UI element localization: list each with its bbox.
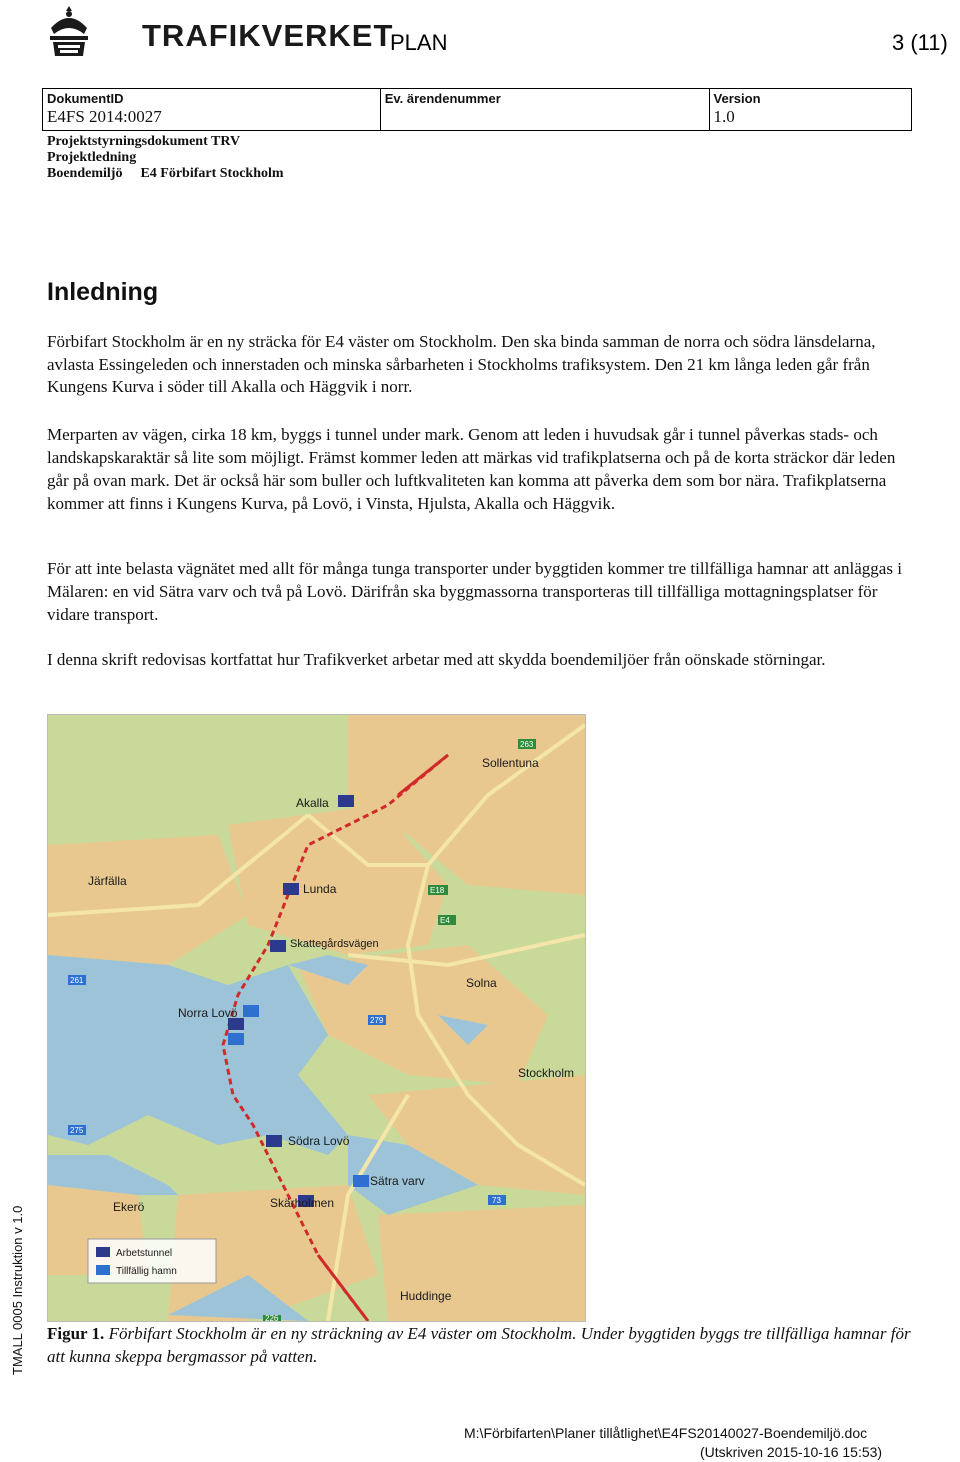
label-sodra-lovo: Södra Lovö [288,1134,350,1148]
road-label-263: 263 [520,740,534,749]
version-label: Version [713,91,761,106]
label-norra-lovo: Norra Lovö [178,1006,238,1020]
org-name: TRAFIKVERKET [142,18,394,53]
crown-emblem-icon [46,4,92,60]
project-line-2: Projektledning [47,150,137,165]
case-number-cell [380,89,709,131]
project-line-1: Projektstyrningsdokument TRV [47,134,241,149]
legend-harbour-icon [96,1265,110,1275]
paragraph-3: För att inte belasta vägnätet med allt för många tunga transporter under byggtiden kommer tre tillfälliga hamnar att anläggas i Mälaren: en vid Sätra varv och två på Lovö. Därifrån ska byggmassorna transporteras till tillfälliga mottagningsplatser för vidare transport. [47,559,902,624]
footer [464,1424,882,1462]
paragraph-4: I denna skrift redovisas kortfattat hur Trafikverket arbetar med att skydda boendemiljöer från oönskade störningar. [47,650,826,669]
document-meta-table [42,88,912,131]
paragraph-1: Förbifart Stockholm är en ny sträcka för E4 väster om Stockholm. Den ska binda samman de norra och södra länsdelarna, avlasta Essingeleden och innerstaden och minska sårbarheten i Stockholms trafiksystem. Den 21 km långa leden går från Kungens Kurva i söder till Akalla och Häggvik i norr. [47,332,876,396]
road-label-261: 261 [70,976,84,985]
version-value: 1.0 [713,107,735,126]
road-label-275: 275 [70,1126,84,1135]
label-satra-varv: Sätra varv [370,1174,425,1188]
document-type: PLAN [390,30,448,55]
project-info [47,134,284,182]
document-id-value: E4FS 2014:0027 [47,107,162,126]
road-label-e4: E4 [440,916,450,925]
page-number: 3 (11) [892,30,948,55]
footer-printed-date: (Utskriven 2015-10-16 15:53) [700,1444,883,1460]
label-ekero: Ekerö [113,1200,145,1214]
road-label-73: 73 [492,1196,501,1205]
label-lunda: Lunda [303,882,337,896]
route-map [47,714,586,1322]
template-id-text: TMALL 0005 Instruktion v 1.0 [10,1205,25,1375]
label-sollentuna: Sollentuna [482,756,539,770]
label-huddinge: Huddinge [400,1289,452,1303]
label-skarholmen: Skärholmen [270,1196,335,1210]
legend-label-tunnel: Arbetstunnel [116,1248,173,1259]
figure-caption [47,1322,917,1368]
label-solna: Solna [466,976,497,990]
road-label-e18: E18 [430,886,445,895]
project-line-3b: E4 Förbifart Stockholm [140,166,284,181]
label-stockholm: Stockholm [518,1066,575,1080]
case-number-label: Ev. ärendenummer [384,91,501,106]
figure-caption-text: Förbifart Stockholm är en ny sträckning av E4 väster om Stockholm. Under byggtiden byggs tre tillfälliga hamnar för att kunna skeppa bergmassor på vatten. [47,1324,911,1366]
version-cell [709,89,911,131]
footer-file-path: M:\Förbifarten\Planer tillåtlighet\E4FS20140027-Boendemiljö.doc [464,1425,868,1441]
road-label-279: 279 [370,1016,384,1025]
figure-label: Figur 1. [47,1324,105,1343]
legend-tunnel-icon [96,1247,110,1257]
trafikverket-logo [44,4,394,62]
label-skattegardsvagen: Skattegårdsvägen [290,938,379,950]
project-line-3a: Boendemiljö [47,166,123,181]
legend-label-harbour: Tillfällig hamn [116,1266,177,1277]
road-label-226: 226 [265,1314,279,1321]
label-jarfalla: Järfälla [88,874,127,888]
paragraph-2: Merparten av vägen, cirka 18 km, byggs i tunnel under mark. Genom att leden i huvudsak går i tunnel påverkas stads- och landskapskaraktär så lite som möjligt. Främst kommer leden att märkas vid trafikplatserna och på de korta sträckor där leden går på ovan mark. Det är också här som buller och luftkvaliteten kan komma att påverka dem som bor nära. Trafikplatserna kommer att finns i Kungens Kurva, på Lovö, i Vinsta, Hjulsta, Akalla och Häggvik. [47,425,896,513]
document-id-label: DokumentID [47,91,124,106]
section-heading: Inledning [47,278,159,306]
project-line-3 [47,166,284,182]
label-akalla: Akalla [296,796,329,810]
route-map-graphic [48,715,585,1321]
document-id-cell [43,89,381,131]
map-legend [88,1239,216,1283]
